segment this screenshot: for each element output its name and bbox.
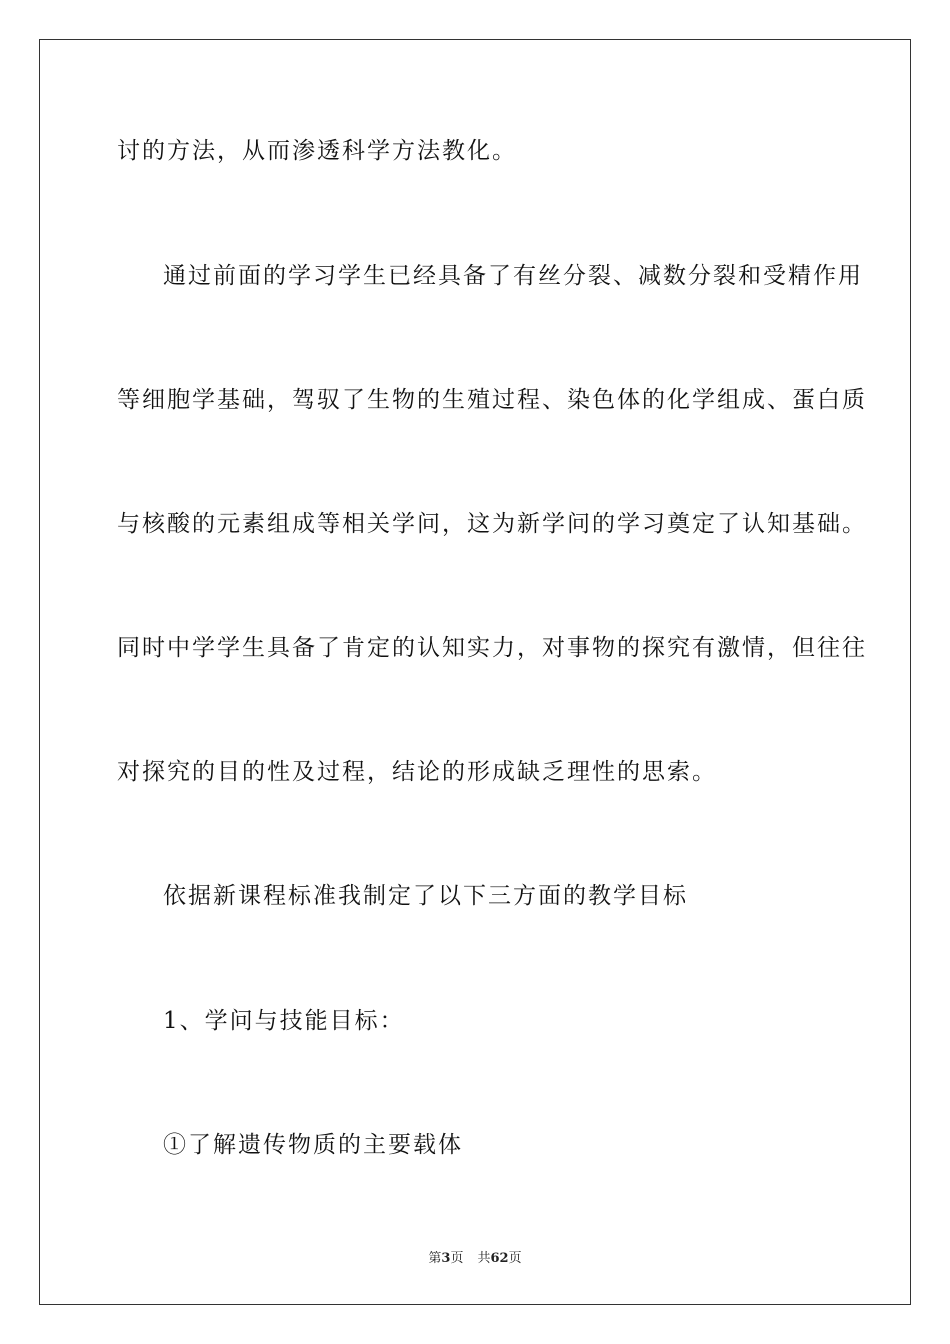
page-prefix: 第 (428, 1251, 442, 1266)
page-border (39, 39, 911, 1305)
section-heading: 1、学问与技能目标： (163, 1008, 405, 1034)
paragraph-line-2: 通过前面的学习学生已经具备了有丝分裂、减数分裂和受精作用 (163, 263, 863, 289)
list-item: ①了解遗传物质的主要载体 (163, 1132, 463, 1158)
paragraph-line-6: 对探究的目的性及过程，结论的形成缺乏理性的思索。 (117, 759, 717, 785)
total-pages: 62 (490, 1251, 509, 1266)
total-suffix: 页 (508, 1251, 522, 1266)
total-prefix: 共 (477, 1251, 491, 1266)
page-suffix: 页 (450, 1251, 464, 1266)
paragraph-line-4: 与核酸的元素组成等相关学问，这为新学问的学习奠定了认知基础。 (117, 511, 867, 537)
page-number: 3 (441, 1251, 451, 1266)
paragraph-line-7: 依据新课程标准我制定了以下三方面的教学目标 (163, 883, 688, 909)
paragraph-line-1: 讨的方法，从而渗透科学方法教化。 (117, 138, 517, 164)
paragraph-line-3: 等细胞学基础，驾驭了生物的生殖过程、染色体的化学组成、蛋白质 (117, 387, 867, 413)
paragraph-line-5: 同时中学学生具备了肯定的认知实力，对事物的探究有激情，但往往 (117, 635, 867, 661)
page-footer (0, 1247, 950, 1266)
